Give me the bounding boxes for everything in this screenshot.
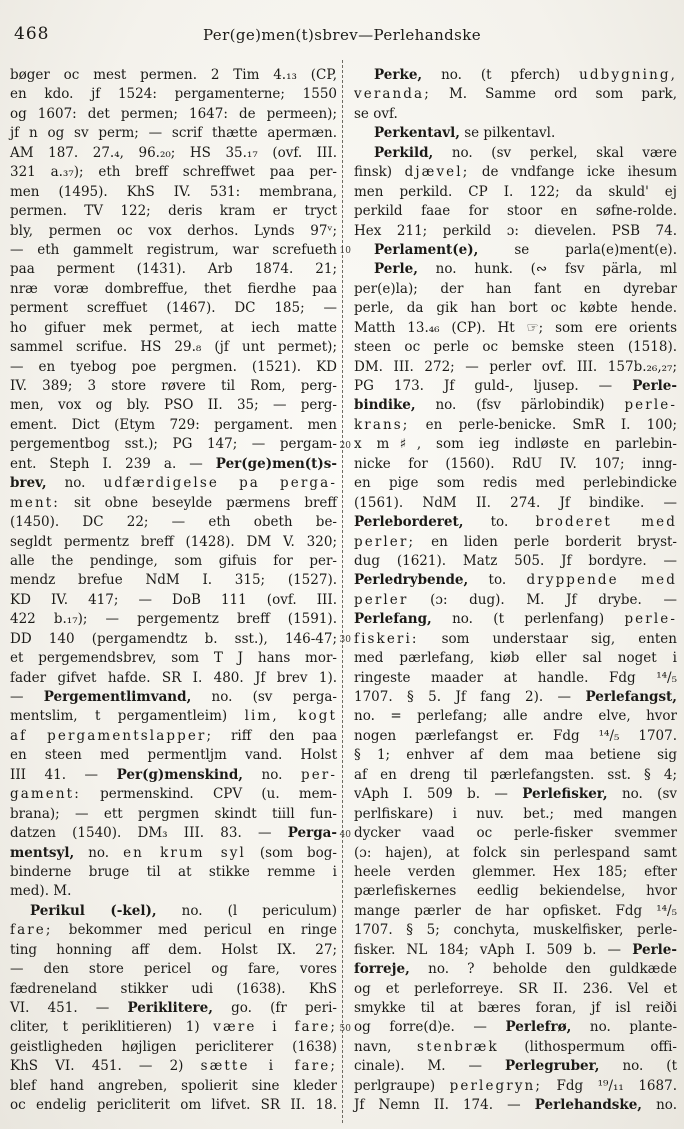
text-line xyxy=(10,474,337,493)
text-segment: sætte i fare; xyxy=(200,1058,337,1075)
text-segment: blef hand angreben, spolierit sine kleder xyxy=(10,1077,337,1094)
text-segment: djævel; xyxy=(404,164,470,181)
text-segment: som understaar sig, enten xyxy=(418,630,677,647)
text-segment: no. (l periculum) xyxy=(156,902,338,919)
text-segment: alle the pendinge, som gifuis for per- xyxy=(10,552,337,569)
text-segment: — en tyebog poe pergmen. (1521). KD xyxy=(10,358,337,375)
text-line xyxy=(354,455,677,474)
text-segment: mange pærler de har opfisket. Fdg ¹⁴/₅ xyxy=(354,902,677,919)
text-segment: men (1495). KhS IV. 531: membrana, xyxy=(10,183,337,200)
text-segment: III 41. — xyxy=(10,766,117,783)
text-segment: (1561). NdM II. 274. Jf bindike. — xyxy=(354,494,677,511)
text-line xyxy=(10,727,337,746)
text-segment: per(e)la); der han fant en dyrebar xyxy=(354,280,677,297)
text-segment: ent. Steph I. 239 a. — xyxy=(10,455,216,472)
text-line xyxy=(10,766,337,785)
headword: Pergementlimvand, xyxy=(43,689,192,705)
text-line xyxy=(354,610,677,629)
text-segment: vAph I. 509 b. — xyxy=(354,786,523,803)
text-segment: ho gifuer mek permet, at iech matte xyxy=(10,319,337,336)
text-segment: smykke til at bæres foran, jf isl reiði xyxy=(354,1000,677,1016)
text-line xyxy=(10,66,337,85)
text-segment: no. hunk. (∾ fsv pärla, ml xyxy=(417,261,677,278)
text-line xyxy=(354,416,677,435)
text-segment: 321 a.₃₇); eth breff schreffwet paa per- xyxy=(10,164,337,181)
text-segment: perle- xyxy=(624,611,677,628)
headword: Perlament(e), xyxy=(374,241,479,258)
text-segment: krans; xyxy=(354,416,410,433)
text-line xyxy=(10,805,337,824)
text-segment: en steen med permentljm vand. Holst xyxy=(10,747,337,764)
text-segment: fisker. NL 184; vAph I. 509 b. — xyxy=(354,941,633,958)
headword: Per(g)menskind, xyxy=(116,766,244,783)
text-line xyxy=(354,863,677,882)
text-line xyxy=(354,591,677,610)
text-segment: og 1607: det permen; 1647: de permeen); xyxy=(10,105,337,122)
text-segment: mentslim, t pergamentleim) xyxy=(10,708,245,725)
text-segment: permenskind. CPV (u. mem- xyxy=(80,786,337,803)
text-segment: heele verden glemmer. Hex 185; efter xyxy=(354,863,677,880)
text-line xyxy=(10,222,337,241)
text-line xyxy=(10,785,337,804)
column-divider-rule xyxy=(342,60,343,1123)
text-line xyxy=(10,960,337,979)
text-segment: fiskeri: xyxy=(354,630,419,647)
text-line xyxy=(10,921,337,940)
text-line xyxy=(354,260,677,279)
text-segment: geistligheden højligen pericliterer (1638) xyxy=(10,1038,337,1055)
text-segment: (lithospermum offi- xyxy=(498,1038,677,1055)
headword: Periklitere, xyxy=(127,1000,213,1016)
text-segment: Hex 211; perkild ɔ: dievelen. PSB 74. xyxy=(354,222,677,239)
text-line xyxy=(10,358,337,377)
text-segment: en kdo. jf 1524: pergamenterne; 1550 xyxy=(10,86,337,103)
text-segment: KD IV. 417; — DoB 111 (ovf. III. xyxy=(10,591,337,608)
text-segment: en pige som redis med perlebindicke xyxy=(354,475,677,492)
text-segment: de vndfange icke ihesum xyxy=(469,164,677,181)
headword: Perledrybende, xyxy=(354,572,469,589)
text-line xyxy=(354,377,677,396)
text-segment: ringeste maader at handle. Fdg ¹⁴/₅ xyxy=(354,669,677,686)
text-line xyxy=(10,260,337,279)
headword: Perlefisker, xyxy=(522,786,608,803)
text-line xyxy=(10,319,337,338)
headword: Perkild, xyxy=(374,144,434,161)
text-line xyxy=(354,338,677,357)
text-segment: no. (sv perga- xyxy=(191,689,337,705)
text-segment: no. (fsv pärlobindik) xyxy=(415,397,625,414)
text-segment: pergementbog sst.); PG 147; — pergam- xyxy=(10,436,337,453)
text-segment: stenbræk xyxy=(416,1038,499,1055)
text-segment: cliter, t periklitieren) 1) xyxy=(10,1019,214,1036)
gutter-line-number: 50 xyxy=(339,1024,351,1035)
text-line xyxy=(354,688,677,707)
text-segment: (1450). DC 22; — eth obeth be- xyxy=(10,514,337,531)
text-segment: bly, permen oc vox derhos. Lynds 97ᵛ; xyxy=(10,222,337,239)
text-line xyxy=(10,241,337,260)
text-line xyxy=(354,669,677,688)
text-line xyxy=(10,707,337,726)
text-line xyxy=(10,630,337,649)
text-segment: no. xyxy=(46,475,104,492)
text-line xyxy=(354,183,677,202)
text-segment: lim, kogt xyxy=(244,708,338,725)
text-segment: — den store pericel og fare, vores xyxy=(10,961,337,978)
text-line xyxy=(354,824,677,843)
running-title: Per(ge)men(t)sbrev—Perlehandske xyxy=(202,26,482,44)
text-segment: pærlefiskernes eedlig bekiendelse, hvor xyxy=(354,883,677,900)
text-segment: PG 173. Jf guld-, ljusep. — xyxy=(354,378,633,394)
text-segment: mendz brefue NdM I. 315; (1527). xyxy=(10,572,337,589)
text-line xyxy=(354,396,677,415)
text-segment: perler; xyxy=(354,533,416,550)
text-segment: per- xyxy=(300,766,338,783)
text-line xyxy=(10,144,337,163)
text-line xyxy=(10,455,337,474)
text-segment: perlfiskare) i nuv. bet.; med mangen xyxy=(354,805,677,822)
text-segment: fædreneland stikker udi (1638). KhS xyxy=(10,980,337,997)
text-segment: af pergamentslapper; xyxy=(10,727,214,744)
text-line xyxy=(10,280,337,299)
text-line xyxy=(10,105,337,124)
text-line xyxy=(354,85,677,104)
text-segment: en krum syl xyxy=(123,844,246,861)
text-line xyxy=(10,494,337,513)
text-segment: ment: xyxy=(10,494,60,511)
text-line xyxy=(354,882,677,901)
text-line xyxy=(354,980,677,999)
text-line xyxy=(10,902,337,921)
dictionary-column-left xyxy=(10,66,337,1116)
text-segment: oc endelig pericliterit om lifvet. SR II. 18. xyxy=(10,1097,337,1114)
text-segment: riff den paa xyxy=(213,727,337,744)
headword: Perlefangst, xyxy=(585,689,677,705)
text-line xyxy=(354,999,677,1018)
text-segment: VI. 451. — xyxy=(10,1000,128,1016)
text-line xyxy=(354,707,677,726)
text-line xyxy=(354,844,677,863)
text-line xyxy=(10,941,337,960)
text-segment: no. (sv perkel, skal være xyxy=(433,144,677,161)
text-segment: perle, da gik han bort oc købte hende. xyxy=(354,300,677,317)
text-segment: — xyxy=(10,689,44,705)
text-segment: med pærlefang, kiøb eller sal noget i xyxy=(354,650,677,667)
headword: Perga- xyxy=(287,825,337,842)
text-segment: perle- xyxy=(624,397,677,414)
text-segment: paa perment (1431). Arb 1874. 21; xyxy=(10,261,337,278)
text-line xyxy=(354,1077,677,1096)
text-segment: af en dreng til pærlefangsten. sst. § 4; xyxy=(354,766,677,783)
text-line xyxy=(354,280,677,299)
headword: Perle- xyxy=(632,941,677,958)
text-line xyxy=(354,144,677,163)
text-segment: DD 140 (pergamendtz b. sst.), 146-47; xyxy=(10,630,337,647)
text-segment: no. (t perlenfang) xyxy=(431,611,625,628)
text-line xyxy=(354,1038,677,1057)
text-segment: (ɔ: hajen), at folck sin perlespand samt xyxy=(354,844,677,861)
text-line xyxy=(10,183,337,202)
text-segment: cinale). M. — xyxy=(354,1058,506,1075)
text-line xyxy=(354,785,677,804)
text-segment: to. xyxy=(468,572,527,589)
text-line xyxy=(10,844,337,863)
text-line xyxy=(354,105,677,124)
text-line xyxy=(10,85,337,104)
text-line xyxy=(354,202,677,221)
text-line xyxy=(354,299,677,318)
text-line xyxy=(10,1096,337,1115)
text-segment: med). M. xyxy=(10,883,72,900)
text-segment: DM. III. 272; — perler ovf. III. 157b.₂₆,₂₇; xyxy=(354,358,677,375)
text-line xyxy=(354,1057,677,1076)
text-segment: no. ? beholde den guldkæde xyxy=(409,961,677,978)
text-line xyxy=(10,1018,337,1037)
text-segment: og et perleforreye. SR II. 236. Vel et xyxy=(354,980,677,997)
text-line xyxy=(10,513,337,532)
text-line xyxy=(10,746,337,765)
headword: Perlegruber, xyxy=(505,1058,600,1075)
text-line xyxy=(354,124,677,143)
headword: Per(ge)men(t)s- xyxy=(215,455,337,472)
text-segment: § 1; enhver af dem maa betiene sig xyxy=(354,747,677,764)
text-segment: og forre(d)e. — xyxy=(354,1019,506,1036)
text-line xyxy=(10,533,337,552)
text-line xyxy=(10,124,337,143)
text-segment: bekommer med pericul en ringe xyxy=(52,922,337,939)
headword: Perkentavl, xyxy=(374,125,460,142)
text-segment: 1707. § 5; conchyta, muskelfisker, perle- xyxy=(354,922,677,939)
text-line xyxy=(10,435,337,454)
gutter-line-number: 10 xyxy=(339,246,351,257)
dictionary-column-right xyxy=(339,66,678,1116)
text-line xyxy=(354,630,677,649)
text-segment: fader gifvet hafde. SR I. 480. Jf brev 1). xyxy=(10,669,337,686)
text-line xyxy=(10,669,337,688)
text-line xyxy=(10,999,337,1018)
text-segment: steen oc perle oc bemske steen (1518). xyxy=(354,339,677,356)
text-line xyxy=(354,746,677,765)
text-line xyxy=(10,610,337,629)
text-line xyxy=(354,494,677,513)
text-segment: go. (fr peri- xyxy=(212,1000,337,1016)
text-line xyxy=(354,941,677,960)
text-line xyxy=(354,960,677,979)
headword: Perle- xyxy=(632,378,677,394)
text-segment: udfærdigelse pa perga- xyxy=(103,475,337,492)
text-line xyxy=(354,571,677,590)
text-segment: være i fare; xyxy=(213,1019,337,1036)
text-segment: perlgraupe) xyxy=(354,1077,450,1094)
text-segment: navn, xyxy=(354,1038,417,1055)
text-segment: no. xyxy=(74,844,124,861)
text-line xyxy=(10,552,337,571)
text-line xyxy=(354,1096,677,1115)
text-segment: M. Samme ord som park, xyxy=(430,86,677,103)
text-line xyxy=(354,533,677,552)
text-segment: no. xyxy=(642,1097,677,1114)
page-number: 468 xyxy=(14,24,50,44)
gutter-line-number: 30 xyxy=(339,635,351,646)
text-segment: perlegryn; xyxy=(449,1077,542,1094)
text-line xyxy=(10,591,337,610)
text-segment: sammel scrifue. HS 29.₈ (jf unt permet); xyxy=(10,339,337,356)
text-line xyxy=(354,241,677,260)
text-segment: no. (t xyxy=(599,1058,677,1075)
text-segment: 1707. § 5. Jf fang 2). — xyxy=(354,689,586,705)
text-segment: nogen pærlefangst er. Fdg ¹⁴/₅ 1707. xyxy=(354,727,677,744)
text-line xyxy=(354,552,677,571)
text-segment: Fdg ¹⁹/₁₁ 1687. xyxy=(542,1077,677,1094)
text-segment: jf n og sv perm; — scrif thætte apermæn. xyxy=(10,125,337,142)
text-segment: men perkild. CP I. 122; da skuld' ej xyxy=(354,183,677,200)
headword: Perikul (-kel), xyxy=(30,902,157,919)
text-segment: (som bog- xyxy=(245,844,337,861)
text-line xyxy=(354,766,677,785)
text-line xyxy=(354,435,677,454)
text-line xyxy=(10,1057,337,1076)
text-segment: veranda; xyxy=(354,86,431,103)
text-segment: no. xyxy=(243,766,301,783)
text-line xyxy=(354,805,677,824)
text-segment: — eth gammelt registrum, war screfueth xyxy=(10,241,337,258)
text-segment: perment screffuet (1467). DC 185; — xyxy=(10,300,337,317)
headword: bindike, xyxy=(354,397,416,414)
text-line xyxy=(10,163,337,182)
text-line xyxy=(354,727,677,746)
text-line xyxy=(354,358,677,377)
headword: Perke, xyxy=(374,67,423,83)
text-segment: se parla(e)ment(e). xyxy=(478,241,677,258)
text-line xyxy=(10,338,337,357)
text-segment: Jf Nemn II. 174. — xyxy=(354,1097,535,1114)
text-segment: gament: xyxy=(10,786,81,803)
text-segment: men, vox og bly. PSO II. 35; — perg- xyxy=(10,397,337,414)
text-segment: 422 b.₁₇); — pergementz breff (1591). xyxy=(10,611,337,628)
headword: forreje, xyxy=(354,961,410,978)
text-line xyxy=(10,1077,337,1096)
text-segment: se pilkentavl. xyxy=(459,125,556,142)
text-segment: et pergemendsbrev, som T J hans mor- xyxy=(10,650,337,667)
text-segment: AM 187. 27.₄, 96.₂₀; HS 35.₁₇ (ovf. III. xyxy=(10,144,337,161)
text-line xyxy=(10,299,337,318)
text-segment: en liden perle borderit bryst- xyxy=(415,533,677,550)
text-line xyxy=(10,688,337,707)
text-line xyxy=(354,513,677,532)
text-segment: no. (sv xyxy=(607,786,677,803)
text-segment: broderet med xyxy=(535,514,677,531)
text-line xyxy=(10,571,337,590)
text-line xyxy=(10,882,337,901)
headword: mentsyl, xyxy=(10,844,75,861)
text-line xyxy=(354,1018,677,1037)
text-line xyxy=(354,474,677,493)
text-segment: no. (t pferch) xyxy=(422,67,580,83)
headword: Perleborderet, xyxy=(354,514,464,531)
headword: Perlefang, xyxy=(354,611,432,628)
text-segment: brana); — ett pergmen skindt tiill fun- xyxy=(10,805,337,822)
text-line xyxy=(354,649,677,668)
text-segment: no. = perlefang; alle andre elve, hvor xyxy=(354,708,677,725)
text-line xyxy=(354,319,677,338)
text-segment: perkild faae for stoor en søfne-rolde. xyxy=(354,203,677,220)
text-line xyxy=(10,649,337,668)
text-line xyxy=(10,396,337,415)
text-line xyxy=(10,377,337,396)
text-segment: perler xyxy=(354,591,409,608)
text-segment: to. xyxy=(463,514,536,531)
text-segment: datzen (1540). DM₃ III. 83. — xyxy=(10,825,288,842)
text-segment: nicke for (1560). RdU IV. 107; inng- xyxy=(354,455,677,472)
text-segment: sit obne beseylde pærmens breff xyxy=(59,494,337,511)
text-segment: permen. TV 122; deris kram er tryct xyxy=(10,203,337,220)
text-line xyxy=(354,222,677,241)
gutter-line-number: 20 xyxy=(339,440,351,451)
text-line xyxy=(10,202,337,221)
text-segment: KhS VI. 451. — 2) xyxy=(10,1058,201,1075)
headword: Perlehandske, xyxy=(534,1097,643,1114)
text-line xyxy=(354,163,677,182)
text-segment: fare; xyxy=(10,922,53,939)
text-segment: x m♯, som ieg indløste en parlebin- xyxy=(354,436,677,453)
text-segment: ement. Dict (Etym 729: pergament. men xyxy=(10,416,337,433)
text-segment: finsk) xyxy=(354,164,405,181)
text-line xyxy=(10,863,337,882)
text-segment: se ovf. xyxy=(354,105,398,122)
text-line xyxy=(354,921,677,940)
text-line xyxy=(10,980,337,999)
text-line xyxy=(10,416,337,435)
text-line xyxy=(354,66,677,85)
text-segment: bøger oc mest permen. 2 Tim 4.₁₃ (CP, xyxy=(10,67,337,83)
headword: Perlefrø, xyxy=(505,1019,572,1036)
gutter-line-number: 40 xyxy=(339,829,351,840)
headword: Perle, xyxy=(374,261,418,278)
text-segment: dycker vaad oc perle-fisker svemmer xyxy=(354,825,677,842)
text-segment: ting honning aff dem. Holst IX. 27; xyxy=(10,941,337,958)
text-line xyxy=(354,902,677,921)
text-segment: (ɔ: dug). M. Jf drybe. — xyxy=(408,591,677,608)
headword: brev, xyxy=(10,475,47,492)
text-segment: binderne bruge til at stikke remme i xyxy=(10,863,337,880)
text-segment: segldt permentz breff (1428). DM V. 320; xyxy=(10,533,337,550)
text-segment: udbygning, xyxy=(579,67,677,83)
text-line xyxy=(10,824,337,843)
text-segment: en perle-benicke. SmR I. 100; xyxy=(409,416,677,433)
text-segment: dug (1621). Matz 505. Jf bordyre. — xyxy=(354,552,677,569)
text-line xyxy=(10,1038,337,1057)
text-segment: Matth 13.₄₆ (CP). Ht ☞; som ere orients xyxy=(354,319,677,336)
text-segment: nræ voræ dombreffue, thet fierdhe paa xyxy=(10,280,337,297)
text-segment: dryppende med xyxy=(526,572,677,589)
text-segment: no. plante- xyxy=(571,1019,678,1036)
text-segment: IV. 389; 3 store røvere til Rom, perg- xyxy=(10,378,337,394)
